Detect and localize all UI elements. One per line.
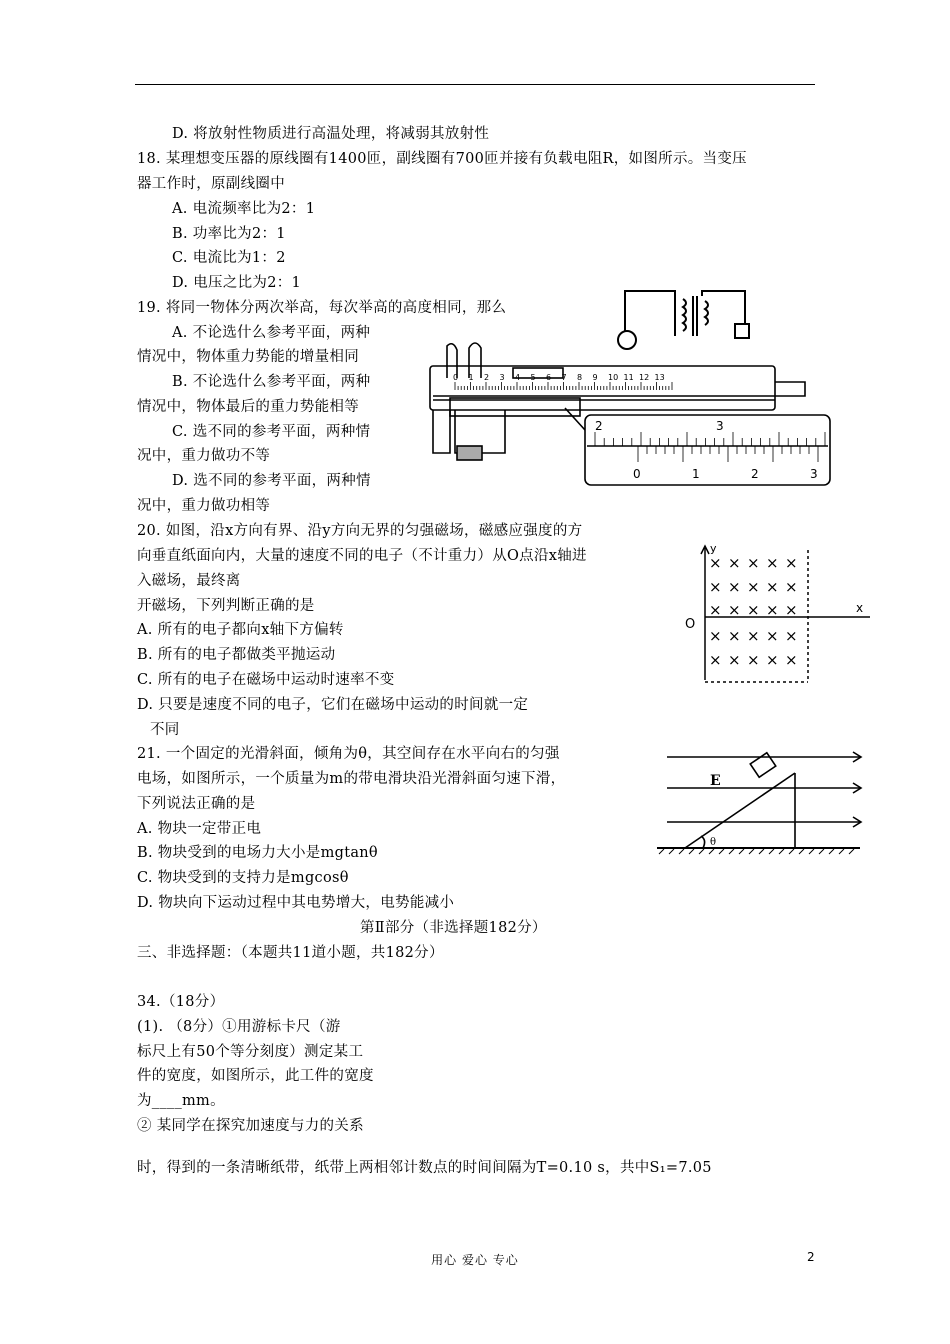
text-line: ② 某同学在探究加速度与力的关系	[137, 1118, 364, 1134]
zoom-vernier-label: 1	[692, 467, 700, 481]
text-line: 第Ⅱ部分（非选择题182分）	[360, 920, 547, 936]
text-line: C. 选不同的参考平面，两种情	[172, 424, 371, 440]
text-line: C. 物块受到的支持力是mgcosθ	[137, 870, 349, 886]
text-line: 为____mm。	[137, 1093, 225, 1109]
text-line: 开磁场，下列判断正确的是	[137, 598, 315, 614]
field-cross: ×	[747, 651, 760, 669]
text-line: 标尺上有50个等分刻度）测定某工	[137, 1044, 364, 1060]
text-line: 三、非选择题：（本题共11道小题，共182分）	[137, 945, 444, 961]
main-scale-label: 13	[654, 373, 665, 382]
text-line: B. 不论选什么参考平面，两种	[172, 374, 371, 390]
field-cross: ×	[728, 651, 741, 669]
field-cross: ×	[728, 578, 741, 596]
field-cross: ×	[785, 554, 798, 572]
text-line: 19. 将同一物体分两次举高，每次举高的高度相同，那么	[137, 300, 507, 316]
field-cross: ×	[709, 627, 722, 645]
main-scale-label: 11	[623, 373, 634, 382]
field-cross: ×	[785, 651, 798, 669]
text-line: 情况中，物体最后的重力势能相等	[137, 399, 359, 415]
text-line: 34.（18分）	[137, 994, 225, 1010]
zoom-main-label: 2	[595, 419, 603, 433]
text-line: 21. 一个固定的光滑斜面，倾角为θ，其空间存在水平向右的匀强	[137, 746, 560, 762]
vernier-caliper-figure	[425, 338, 835, 488]
text-line: 情况中，物体重力势能的增量相同	[137, 349, 359, 365]
text-line: 向垂直纸面向内，大量的速度不同的电子（不计重力）从O点沿x轴进	[137, 548, 587, 564]
text-line: 下列说法正确的是	[137, 796, 256, 812]
field-cross: ×	[728, 554, 741, 572]
text-line: A. 物块一定带正电	[137, 821, 262, 837]
text-line: 件的宽度，如图所示，此工件的宽度	[137, 1068, 374, 1084]
field-cross: ×	[785, 578, 798, 596]
footer-text: 用心 爱心 专心	[431, 1253, 519, 1267]
magnetic-field-figure	[680, 540, 875, 690]
main-scale-label: 7	[561, 373, 567, 382]
text-line: D. 选不同的参考平面，两种情	[172, 473, 371, 489]
field-cross: ×	[785, 601, 798, 619]
header-rule	[135, 84, 815, 85]
text-line: A. 不论选什么参考平面，两种	[172, 325, 371, 341]
text-line: D. 只要是速度不同的电子，它们在磁场中运动的时间就一定	[137, 697, 529, 713]
text-line: A. 所有的电子都向x轴下方偏转	[137, 622, 344, 638]
zoom-main-label: 3	[716, 419, 724, 433]
field-cross: ×	[766, 601, 779, 619]
y-axis-label: y	[710, 542, 717, 555]
main-scale-label: 6	[546, 373, 552, 382]
main-scale-label: 2	[484, 373, 490, 382]
main-scale-label: 3	[499, 373, 505, 382]
text-line: A. 电流频率比为2：1	[172, 201, 316, 217]
main-scale-label: 8	[577, 373, 583, 382]
field-cross: ×	[766, 554, 779, 572]
main-scale-label: 12	[639, 373, 650, 382]
main-scale-label: 0	[453, 373, 459, 382]
text-line: B. 功率比为2：1	[172, 226, 286, 242]
text-line: 器工作时，原副线圈中	[137, 176, 285, 192]
field-cross: ×	[709, 554, 722, 572]
field-label: E	[710, 773, 721, 789]
main-scale-label: 1	[468, 373, 474, 382]
origin-label: O	[685, 617, 696, 632]
field-cross: ×	[747, 554, 760, 572]
zoom-vernier-label: 2	[751, 467, 759, 481]
text-line: 况中，重力做功相等	[137, 498, 271, 514]
text-line: 况中，重力做功不等	[137, 448, 271, 464]
zoom-vernier-label: 3	[810, 467, 818, 481]
field-cross: ×	[709, 601, 722, 619]
main-scale-label: 9	[592, 373, 598, 382]
text-line: 时，得到的一条清晰纸带，纸带上两相邻计数点的时间间隔为T=0.10 s，共中S₁=7.05	[137, 1160, 712, 1176]
field-cross: ×	[747, 601, 760, 619]
field-cross: ×	[766, 578, 779, 596]
text-line: B. 物块受到的电场力大小是mgtanθ	[137, 845, 378, 861]
field-cross: ×	[728, 627, 741, 645]
main-scale-label: 5	[530, 373, 536, 382]
field-cross: ×	[766, 651, 779, 669]
text-line: B. 所有的电子都做类平抛运动	[137, 647, 336, 663]
angle-label: θ	[710, 837, 717, 848]
text-line: (1). （8分）①用游标卡尺（游	[137, 1019, 341, 1035]
text-line: C. 电流比为1：2	[172, 250, 286, 266]
field-cross: ×	[709, 651, 722, 669]
field-cross: ×	[785, 627, 798, 645]
page-number: 2	[807, 1250, 815, 1264]
text-line: 不同	[150, 722, 180, 738]
text-line: D. 物块向下运动过程中其电势增大，电势能减小	[137, 895, 455, 911]
field-cross: ×	[747, 627, 760, 645]
main-scale-label: 10	[608, 373, 619, 382]
text-line: 18. 某理想变压器的原线圈有1400匝，副线圈有700匝并接有负载电阻R，如图所示。当变压	[137, 151, 747, 167]
text-line: D. 电压之比为2：1	[172, 275, 302, 291]
text-line: 20. 如图，沿x方向有界、沿y方向无界的匀强磁场，磁感应强度的方	[137, 523, 583, 539]
field-cross: ×	[728, 601, 741, 619]
incline-electric-field-figure	[655, 745, 870, 860]
field-cross: ×	[766, 627, 779, 645]
text-line: D. 将放射性物质进行高温处理，将减弱其放射性	[172, 126, 490, 142]
field-cross: ×	[747, 578, 760, 596]
x-axis-label: x	[856, 601, 864, 615]
field-cross: ×	[709, 578, 722, 596]
text-line: 入磁场，最终离	[137, 573, 241, 589]
main-scale-label: 4	[515, 373, 521, 382]
zoom-vernier-label: 0	[633, 467, 641, 481]
text-line: 电场，如图所示，一个质量为m的带电滑块沿光滑斜面匀速下滑，	[137, 771, 566, 787]
text-line: C. 所有的电子在磁场中运动时速率不变	[137, 672, 395, 688]
